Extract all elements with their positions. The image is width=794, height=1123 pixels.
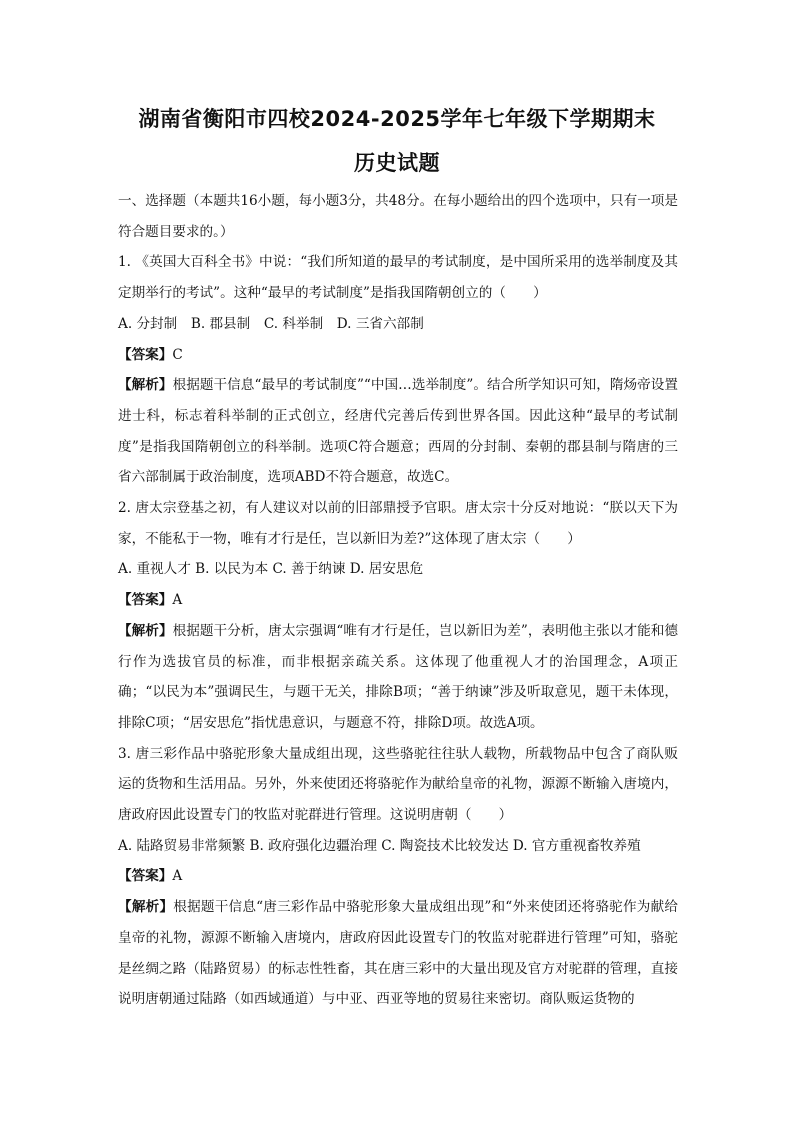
analysis-label: 【解析】 [118,377,173,394]
analysis-paragraph [118,370,678,493]
answer-value: A [172,592,183,609]
document-body [118,186,678,1015]
question-stem: 3. 唐三彩作品中骆驼形象大量成组出现，这些骆驼往往驮人载物，所载物品中包含了商队贩运的货物和生活用品。另外，外来使团还将骆驼作为献给皇帝的礼物，源源不断输入唐境内，唐政府因此设置专门的牧监对驼群进行管理。这说明唐朝（ ） [118,745,678,824]
document-subtitle: 历史试题 [354,151,440,175]
answer-line [118,340,678,371]
analysis-label: 【解析】 [118,622,173,639]
question-stem: 2. 唐太宗登基之初，有人建议对以前的旧部鼎授予官职。唐太宗十分反对地说：“朕以天下为家，不能私于一物，唯有才行是任，岂以新旧为差?”这体现了唐太宗（ ） [118,500,678,547]
analysis-text: 根据题干信息“最早的考试制度”“中国…选举制度”。结合所学知识可知，隋炀帝设置进士科，标志着科举制的正式创立，经唐代完善后传到世界各国。因此这种“最早的考试制度”是指我国隋朝创立的科举制。选项C符合题意；西周的分封制、秦朝的郡县制与隋唐的三省六部制属于政治制度，选项ABD不符合题意，故选C。 [118,377,679,486]
analysis-paragraph [118,892,678,1015]
analysis-paragraph [118,616,678,739]
analysis-text: 根据题干信息“唐三彩作品中骆驼形象大量成组出现”和“外来使团还将骆驼作为献给皇帝的礼物，源源不断输入唐境内，唐政府因此设置专门的牧监对驼群进行管理”可知，骆驼是丝绸之路（陆路贸易）的标志性牲畜，其在唐三彩中的大量出现及官方对驼群的管理，直接说明唐朝通过陆路（如西域通道）与中亚、西亚等地的贸易往来密切。商队贩运货物的 [118,899,679,1008]
question-1 [118,247,678,493]
answer-label: 【答案】 [118,592,173,609]
question-options: A. 陆路贸易非常频繁 B. 政府强化边疆治理 C. 陶瓷技术比较发达 D. 官方重视畜牧养殖 [118,837,641,854]
question-2 [118,493,678,739]
question-3 [118,739,678,1015]
document-title: 湖南省衡阳市四校2024-2025学年七年级下学期期末 [138,107,656,131]
answer-value: C [172,346,183,363]
answer-label: 【答案】 [118,346,173,363]
question-stem: 1. 《英国大百科全书》中说：“我们所知道的最早的考试制度，是中国所采用的选举制度及其定期举行的考试”。这种“最早的考试制度”是指我国隋朝创立的（ ） [118,254,678,302]
question-options: A. 分封制 B. 郡县制 C. 科举制 D. 三省六部制 [118,315,424,332]
answer-line [118,585,678,616]
analysis-text: 根据题干分析，唐太宗强调“唯有才行是任，岂以新旧为差”，表明他主张以才能和德行作为选拔官员的标准，而非根据亲疏关系。这体现了他重视人才的治国理念，A项正确；“以民为本”强调民生，与题干无关，排除B项；“善于纳谏”涉及听取意见，题干未体现，排除C项；“居安思危”指忧患意识，与题意不符，排除D项。故选A项。 [118,622,678,731]
section-heading: 一、选择题（本题共16小题，每小题3分，共48分。在每小题给出的四个选项中，只有一项是符合题目要求的。） [118,193,678,240]
analysis-label: 【解析】 [118,899,174,916]
answer-label: 【答案】 [118,868,173,885]
answer-value: A [172,868,183,885]
answer-line [118,861,678,892]
question-options: A. 重视人才 B. 以民为本 C. 善于纳谏 D. 居安思危 [118,561,424,578]
